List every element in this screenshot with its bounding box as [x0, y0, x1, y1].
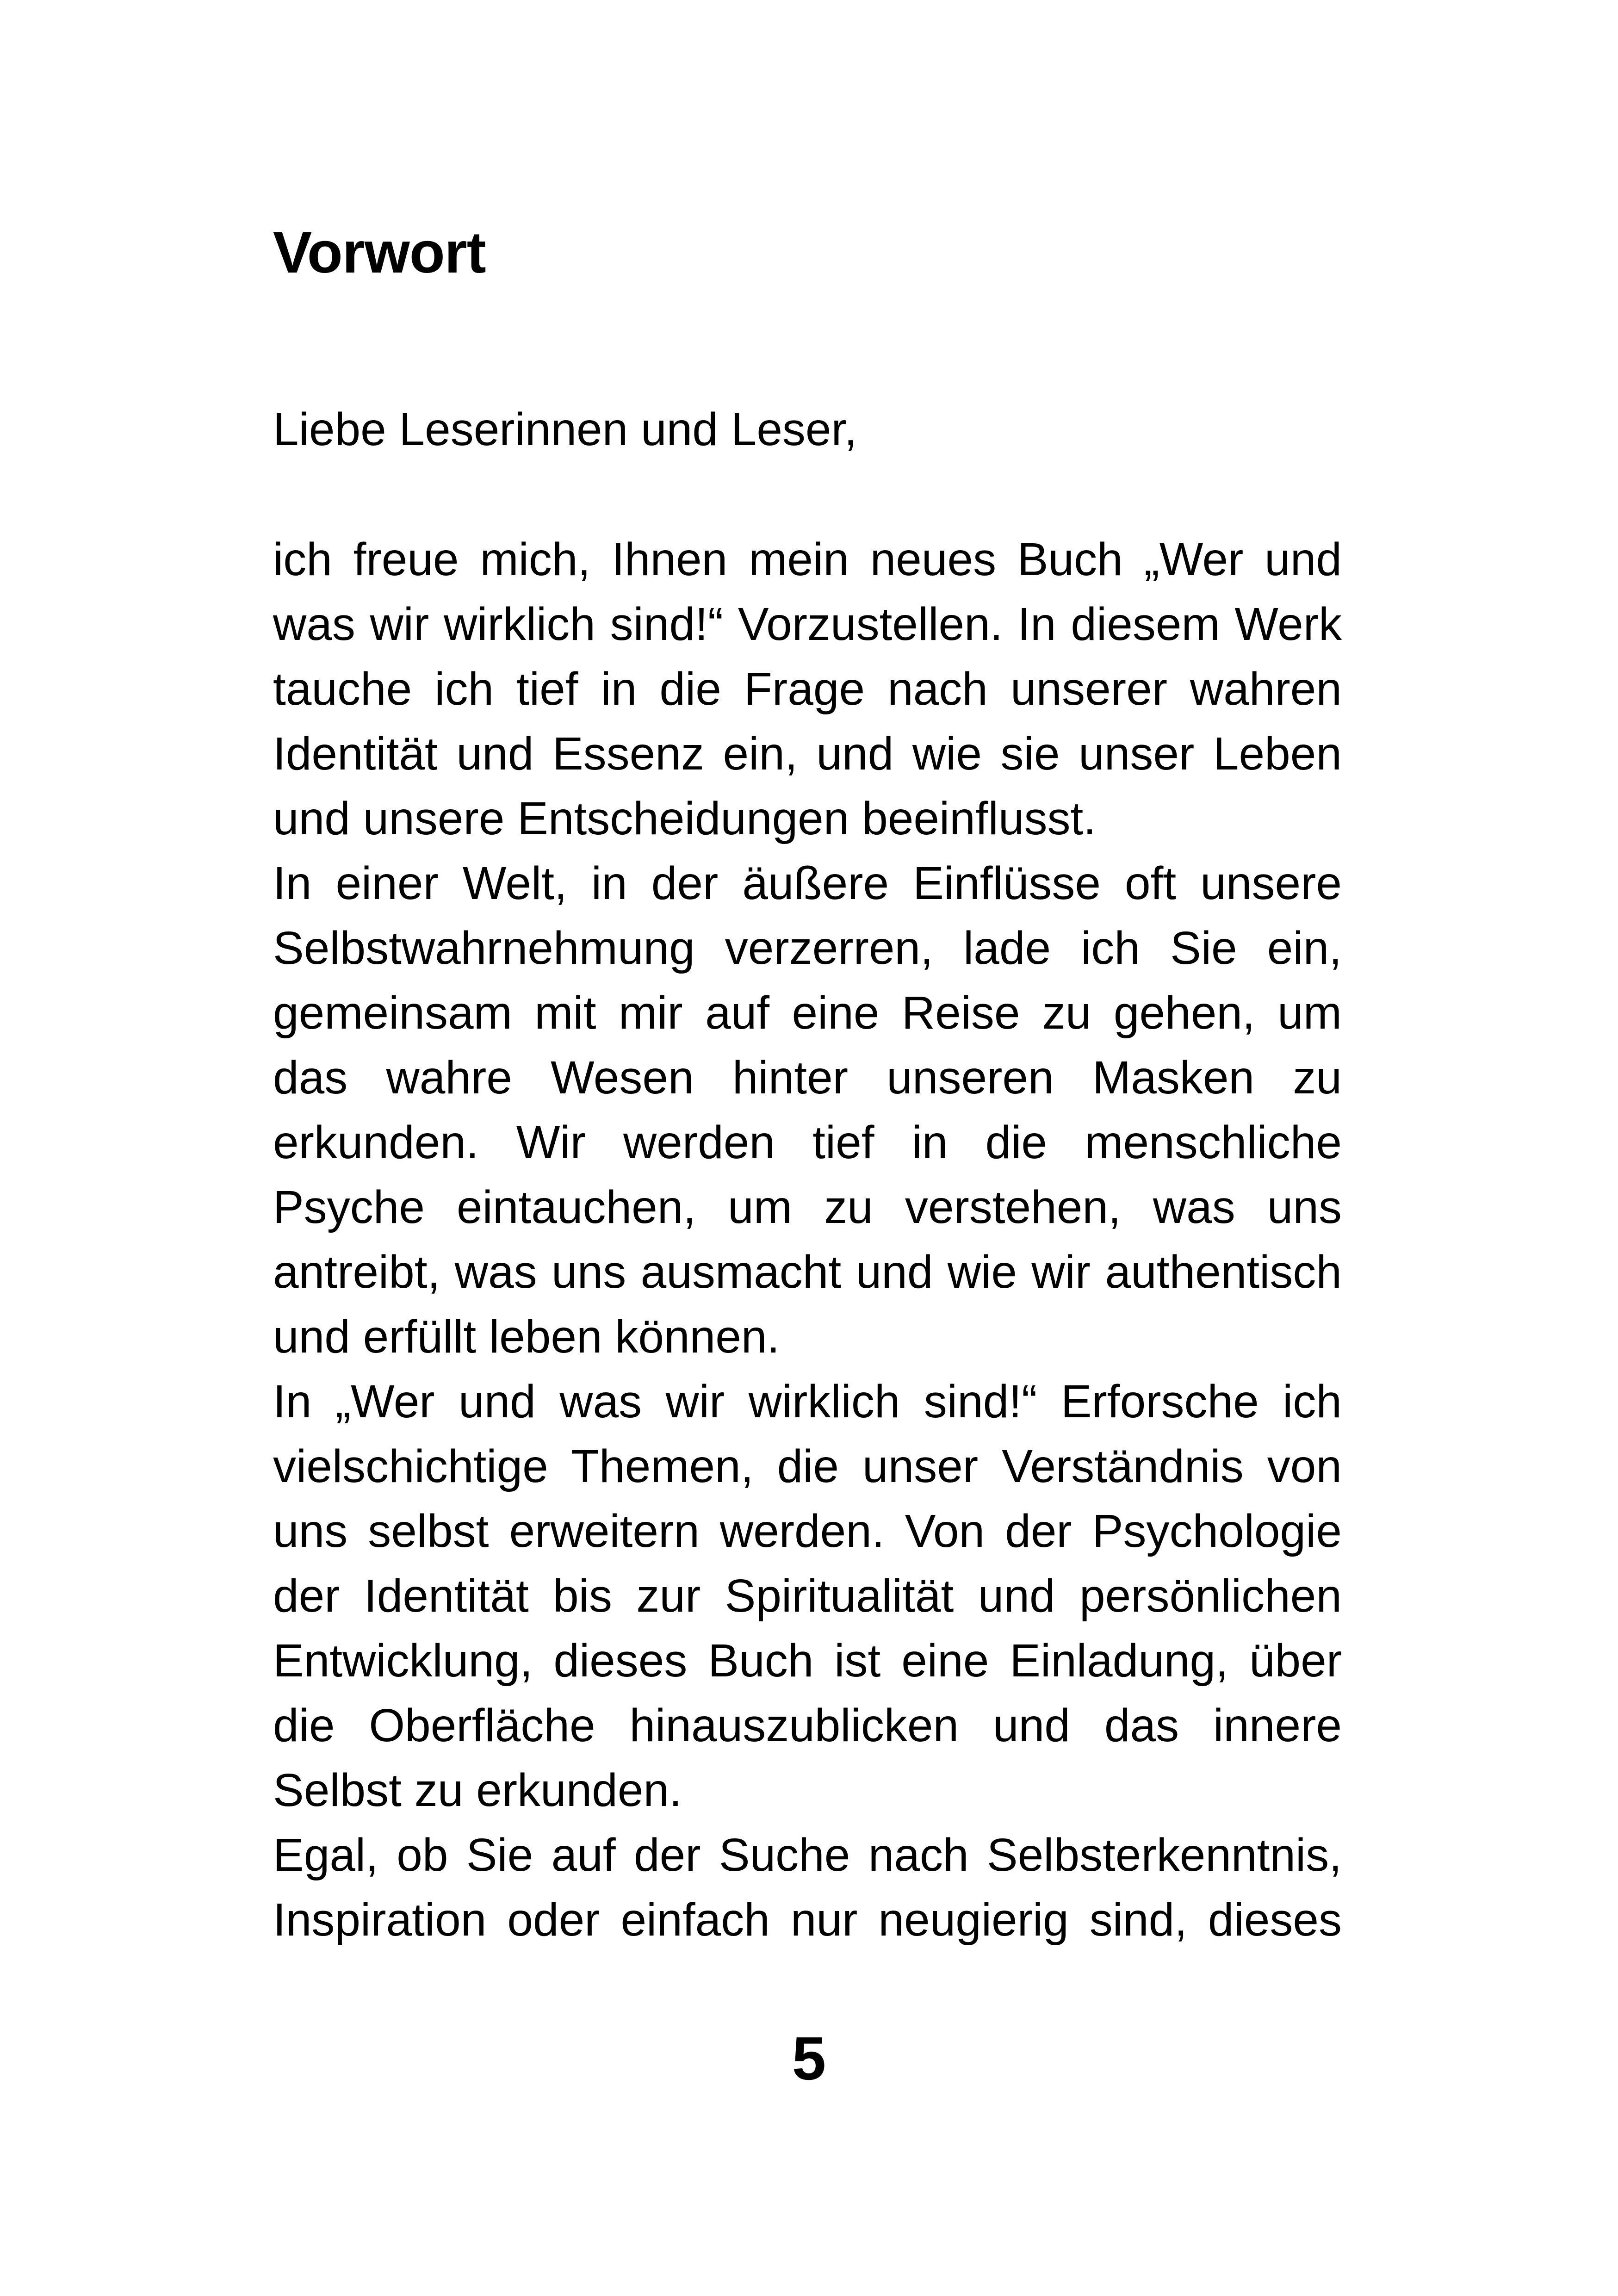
- paragraph: In einer Welt, in der äußere Einflüsse oft unsere Selbstwahrnehmung verzerren, lade ich Sie ein, gemeinsam mit mir auf eine Reise zu gehen, um das wahre Wesen hinter unseren Masken zu erkunden. Wir werden tief in die menschliche Psyche eintauchen, um zu verstehen, was uns antreibt, was uns ausmacht und wie wir authentisch und erfüllt leben können.: [273, 857, 1342, 1363]
- paragraph: Egal, ob Sie auf der Suche nach Selbsterkenntnis, Inspiration oder einfach nur neugierig sind, dieses: [273, 1829, 1342, 1946]
- salutation: Liebe Leserinnen und Leser,: [273, 403, 857, 455]
- body-text: [273, 527, 1342, 1952]
- paragraph: In „Wer und was wir wirklich sind!“ Erforsche ich vielschichtige Themen, die unser Verständnis von uns selbst erweitern werden. Von der Psychologie der Identität bis zur Spiritualität und persönlichen Entwicklung, dieses Buch ist eine Einladung, über die Oberfläche hinauszublicken und das innere Selbst zu erkunden.: [273, 1376, 1342, 1816]
- paragraph: ich freue mich, Ihnen mein neues Buch „Wer und was wir wirklich sind!“ Vorzustellen. In diesem Werk tauche ich tief in die Frage nach unserer wahren Identität und Essenz ein, und wie sie unser Leben und unsere Entscheidungen beeinflusst.: [273, 534, 1342, 844]
- chapter-heading: Vorwort: [273, 220, 486, 285]
- page-number: 5: [792, 2024, 826, 2092]
